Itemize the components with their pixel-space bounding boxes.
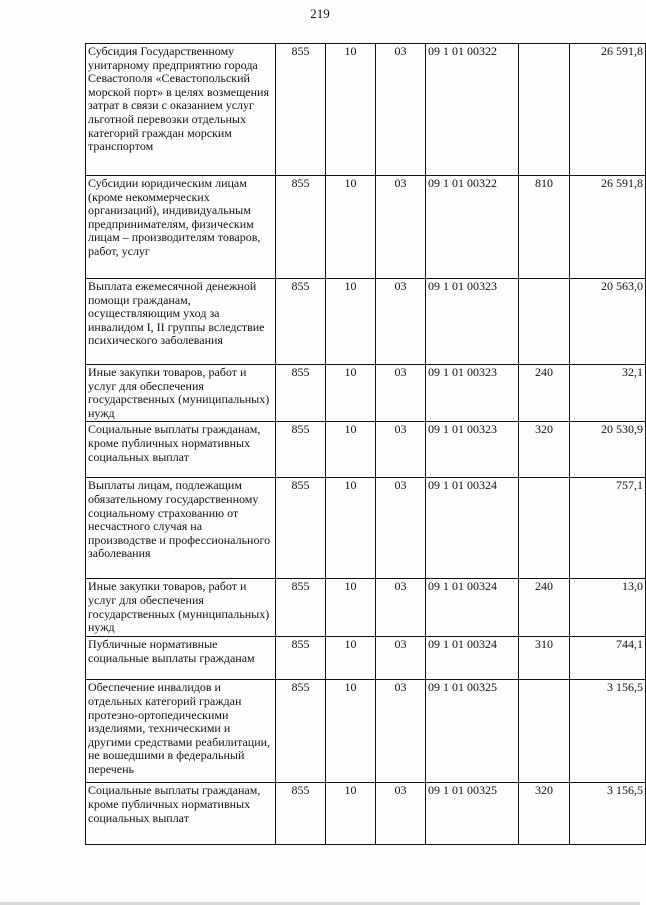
cell-name: Выплаты лицам, подлежащим обязательному государственному социальному страхованию от несчастного случая на производстве и профессионального заболевания	[86, 478, 276, 579]
cell-vr	[519, 478, 570, 579]
cell-csr: 09 1 01 00322	[426, 44, 519, 176]
cell-vr	[519, 279, 570, 365]
cell-pr: 03	[376, 422, 426, 478]
cell-rz: 10	[326, 176, 376, 279]
table-row	[86, 637, 646, 680]
cell-csr: 09 1 01 00323	[426, 279, 519, 365]
cell-csr: 09 1 01 00324	[426, 579, 519, 637]
cell-pr: 03	[376, 637, 426, 680]
cell-vr: 240	[519, 365, 570, 422]
cell-csr: 09 1 01 00325	[426, 680, 519, 783]
cell-ved: 855	[276, 279, 326, 365]
cell-name: Социальные выплаты гражданам, кроме публичных нормативных социальных выплат	[86, 422, 276, 478]
page-number: 219	[310, 6, 330, 21]
cell-pr: 03	[376, 44, 426, 176]
cell-rz: 10	[326, 365, 376, 422]
cell-name: Обеспечение инвалидов и отдельных категорий граждан протезно-ортопедическими изделиями, техническими и другими средствами реабилитации, не вошедшими в федеральный перечень	[86, 680, 276, 783]
cell-pr: 03	[376, 279, 426, 365]
cell-name: Социальные выплаты гражданам, кроме публичных нормативных социальных выплат	[86, 783, 276, 845]
cell-name: Субсидия Государственному унитарному предприятию города Севастополя «Севастопольский морской порт» в целях возмещения затрат в связи с оказанием услуг льготной перевозки отдельных категорий граждан морским транспортом	[86, 44, 276, 176]
cell-sum: 32,1	[570, 365, 646, 422]
cell-pr: 03	[376, 176, 426, 279]
cell-sum: 20 530,9	[570, 422, 646, 478]
cell-vr	[519, 44, 570, 176]
cell-name: Выплата ежемесячной денежной помощи гражданам, осуществляющим уход за инвалидом I, II группы вследствие психического заболевания	[86, 279, 276, 365]
cell-vr	[519, 680, 570, 783]
table-row	[86, 365, 646, 422]
cell-rz: 10	[326, 783, 376, 845]
budget-table	[85, 43, 646, 845]
cell-sum: 757,1	[570, 478, 646, 579]
cell-name: Публичные нормативные социальные выплаты гражданам	[86, 637, 276, 680]
cell-csr: 09 1 01 00324	[426, 478, 519, 579]
table-row	[86, 422, 646, 478]
table-row	[86, 279, 646, 365]
table-row	[86, 680, 646, 783]
cell-vr: 320	[519, 422, 570, 478]
cell-vr: 810	[519, 176, 570, 279]
cell-rz: 10	[326, 44, 376, 176]
cell-csr: 09 1 01 00323	[426, 422, 519, 478]
cell-sum: 26 591,8	[570, 44, 646, 176]
table-row	[86, 579, 646, 637]
cell-ved: 855	[276, 579, 326, 637]
table-row	[86, 44, 646, 176]
cell-sum: 26 591,8	[570, 176, 646, 279]
cell-ved: 855	[276, 44, 326, 176]
cell-pr: 03	[376, 365, 426, 422]
cell-sum: 13,0	[570, 579, 646, 637]
cell-pr: 03	[376, 478, 426, 579]
cell-csr: 09 1 01 00322	[426, 176, 519, 279]
cell-vr: 310	[519, 637, 570, 680]
cell-csr: 09 1 01 00325	[426, 783, 519, 845]
cell-ved: 855	[276, 176, 326, 279]
cell-name: Субсидии юридическим лицам (кроме некоммерческих организаций), индивидуальным предпринимателям, физическим лицам – производителям товаров, работ, услуг	[86, 176, 276, 279]
cell-vr: 320	[519, 783, 570, 845]
cell-vr: 240	[519, 579, 570, 637]
cell-sum: 3 156,5	[570, 783, 646, 845]
cell-csr: 09 1 01 00323	[426, 365, 519, 422]
cell-ved: 855	[276, 680, 326, 783]
cell-rz: 10	[326, 422, 376, 478]
table-row	[86, 176, 646, 279]
cell-sum: 20 563,0	[570, 279, 646, 365]
cell-pr: 03	[376, 680, 426, 783]
cell-rz: 10	[326, 637, 376, 680]
cell-ved: 855	[276, 783, 326, 845]
cell-rz: 10	[326, 680, 376, 783]
cell-ved: 855	[276, 637, 326, 680]
table-row	[86, 478, 646, 579]
cell-rz: 10	[326, 478, 376, 579]
cell-csr: 09 1 01 00324	[426, 637, 519, 680]
cell-name: Иные закупки товаров, работ и услуг для обеспечения государственных (муниципальных) нужд	[86, 579, 276, 637]
cell-pr: 03	[376, 579, 426, 637]
cell-ved: 855	[276, 422, 326, 478]
cell-sum: 3 156,5	[570, 680, 646, 783]
cell-sum: 744,1	[570, 637, 646, 680]
cell-rz: 10	[326, 279, 376, 365]
cell-name: Иные закупки товаров, работ и услуг для обеспечения государственных (муниципальных) нужд	[86, 365, 276, 422]
cell-pr: 03	[376, 783, 426, 845]
cell-rz: 10	[326, 579, 376, 637]
budget-table-body	[86, 44, 646, 845]
table-row	[86, 783, 646, 845]
cell-ved: 855	[276, 478, 326, 579]
cell-ved: 855	[276, 365, 326, 422]
